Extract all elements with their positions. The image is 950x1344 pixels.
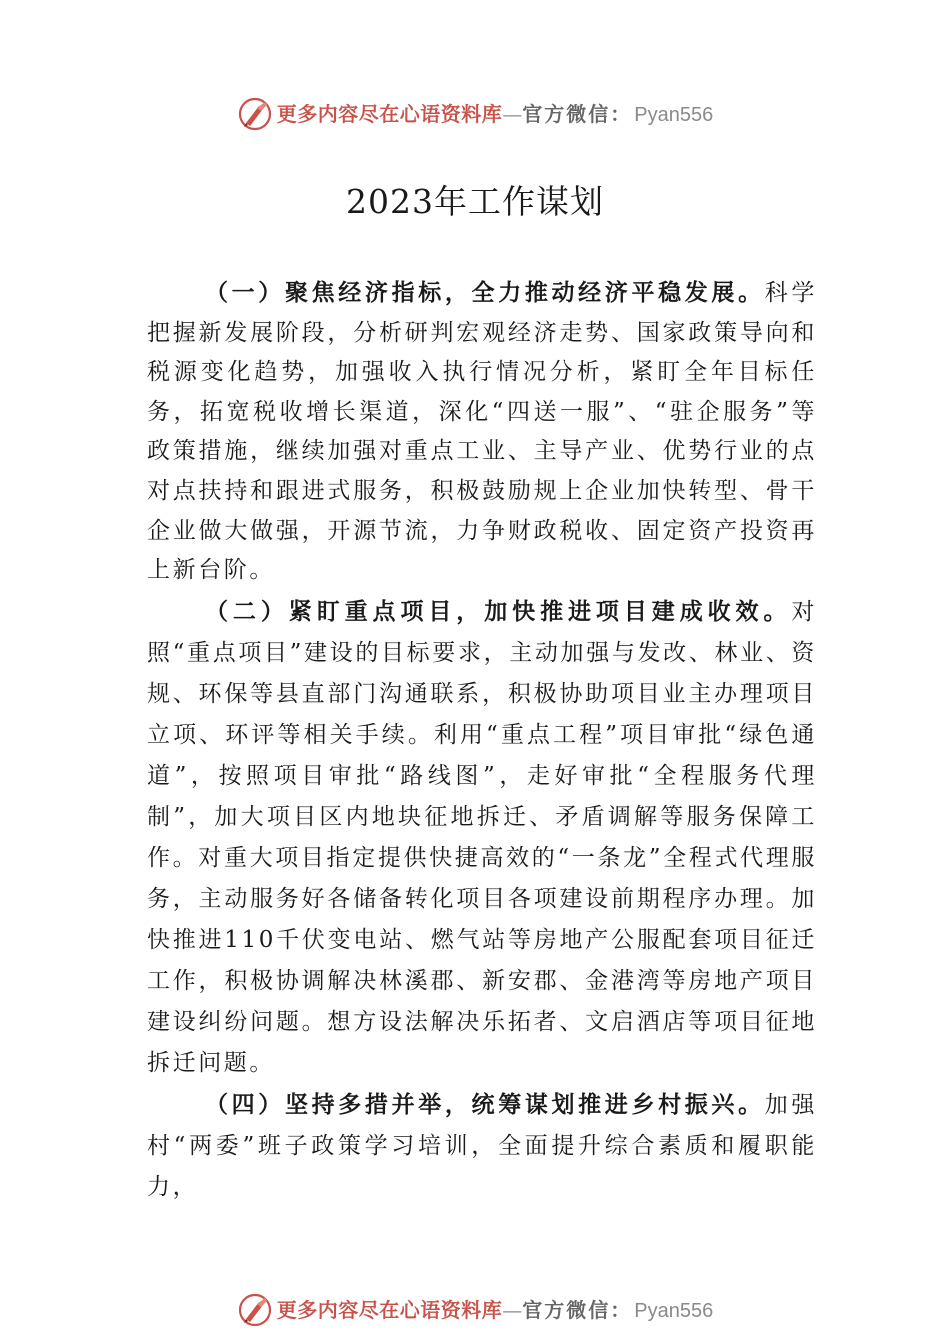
paragraph-3 [147,1084,817,1208]
watermark-text [276,1297,714,1322]
paragraph-3-lead: （四）坚持多措并举，统筹谋划推进乡村振兴。 [205,1090,765,1118]
footer-watermark [0,1290,950,1330]
pen-logo-icon [237,1292,273,1328]
page-title: 2023年工作谋划 [346,182,604,221]
pen-logo-icon [237,96,273,132]
watermark-wechat-id: Pyan556 [634,1299,714,1322]
watermark-wechat-id: Pyan556 [634,103,714,126]
document-body [147,273,817,1208]
watermark-official-label: 官方微信： [522,1297,633,1322]
paragraph-2-lead: （二）紧盯重点项目，加快推进项目建成收效。 [205,597,792,625]
paragraph-2-body: 对照“重点项目”建设的目标要求，主动加强与发改、林业、资规、环保等县直部门沟通联系，积极协助项目业主办理项目立项、环评等相关手续。利用“重点工程”项目审批“绿色通道”，按照项目审批“路线图”，走好审批“全程服务代理制”，加大项目区内地块征地拆迁、矛盾调解等服务保障工作。对重大项目指定提供快捷高效的“一条龙”全程式代理服务，主动服务好各储备转化项目各项建设前期程序办理。加快推进110千伏变电站、燃气站等房地产公服配套项目征迁工作，积极协调解决林溪郡、新安郡、金港湾等房地产项目建设纠纷问题。想方设法解决乐拓者、文启酒店等项目征地拆迁问题。 [147,598,817,1076]
paragraph-1 [147,273,817,591]
watermark-official-label: 官方微信： [522,101,633,126]
paragraph-3-body: 加强村“两委”班子政策学习培训，全面提升综合素质和履职能力， [147,1091,817,1200]
watermark-dash: — [502,1297,523,1322]
watermark-text [276,101,714,126]
watermark-dash: — [502,101,523,126]
paragraph-1-lead: （一）聚焦经济指标，全力推动经济平稳发展。 [205,279,765,306]
paragraph-2 [147,591,817,1084]
header-watermark [0,94,950,134]
watermark-brand: 更多内容尽在心语资料库 [276,101,503,126]
paragraph-1-body: 科学把握新发展阶段，分析研判宏观经济走势、国家政策导向和税源变化趋势，加强收入执行情况分析，紧盯全年目标任务，拓宽税收增长渠道，深化“四送一服”、“驻企服务”等政策措施，继续加强对重点工业、主导产业、优势行业的点对点扶持和跟进式服务，积极鼓励规上企业加快转型、骨干企业做大做强，开源节流，力争财政税收、固定资产投资再上新台阶。 [147,280,817,584]
watermark-brand: 更多内容尽在心语资料库 [276,1297,503,1322]
